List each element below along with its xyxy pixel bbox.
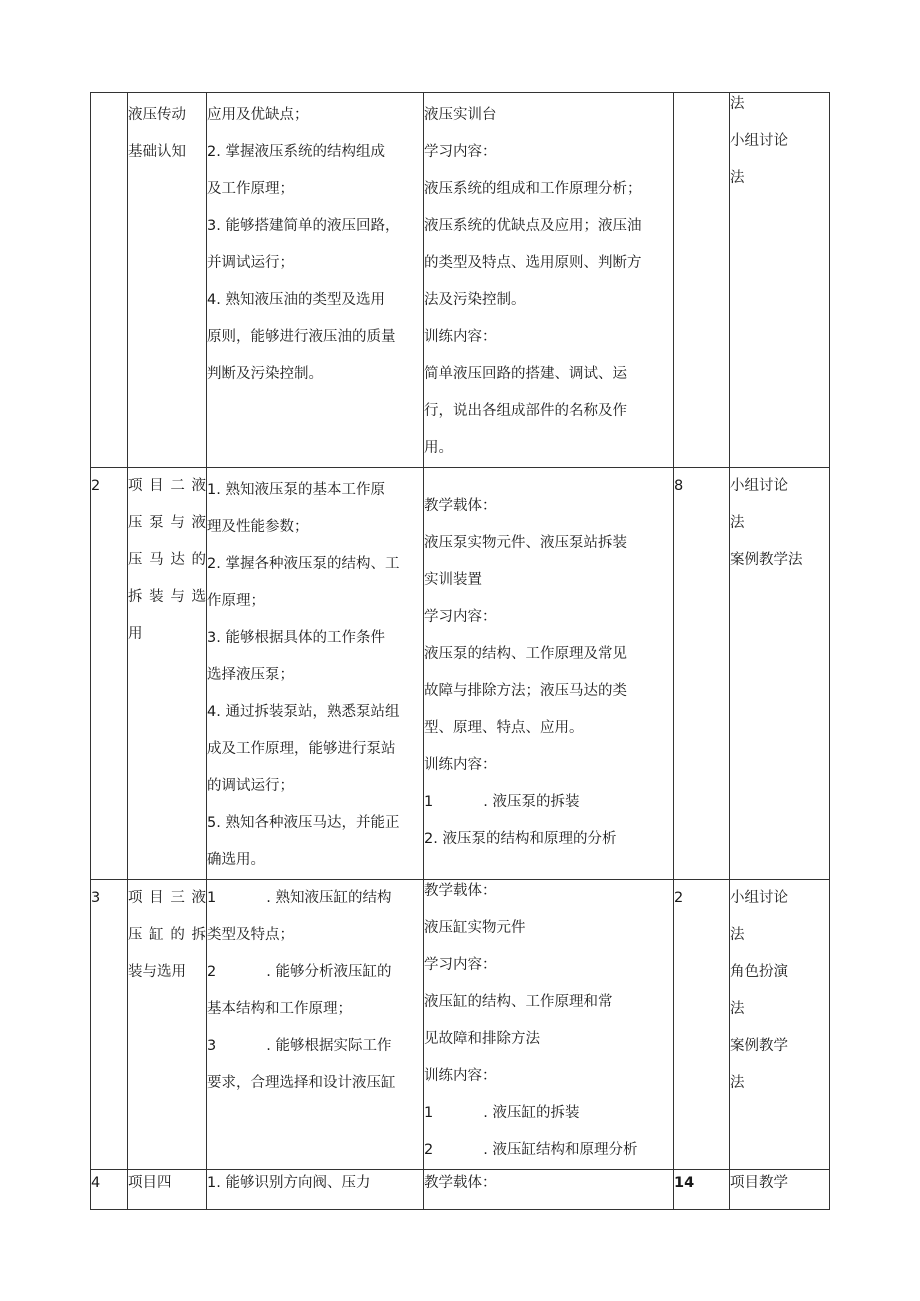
- objectives-cell: 应用及优缺点； 2. 掌握液压系统的结构组成 及工作原理； 3. 能够搭建简单的液压回路， 并调试运行； 4. 熟知液压油的类型及选用 原则，能够进行液压油的质量 判断及污染控制。: [207, 93, 424, 468]
- objectives-cell: 1. 熟知液压泵的基本工作原 理及性能参数； 2. 掌握各种液压泵的结构、工 作原理； 3. 能够根据具体的工作条件 选择液压泵； 4. 通过拆装泵站，熟悉泵站组 成及工作原理，能够进行泵站 的调试运行； 5. 熟知各种液压马达，并能正 确选用。: [207, 468, 424, 880]
- project-name: 项目四: [128, 1170, 207, 1210]
- project-name: 项目二液 压泵与液 压马达的 拆装与选 用: [128, 468, 207, 880]
- content-cell: 教学载体：: [424, 1170, 674, 1210]
- method-cell: 法 小组讨论 法: [730, 93, 830, 468]
- training-item: 1 . 液压泵的拆装: [424, 794, 580, 810]
- objective-item: 1 . 熟知液压缸的结构: [207, 890, 392, 906]
- table-row: [91, 880, 830, 1170]
- objective-item: 3 . 能够根据实际工作: [207, 1038, 392, 1054]
- content-cell: 液压实训台 学习内容： 液压系统的组成和工作原理分析； 液压系统的优缺点及应用；液压油 的类型及特点、选用原则、判断方 法及污染控制。 训练内容： 简单液压回路的搭建、调试、运 行，说出各组成部件的名称及作 用。: [424, 93, 674, 468]
- row-number: 2: [91, 468, 128, 880]
- hours-cell: 8: [674, 468, 730, 880]
- hours-cell: 2: [674, 880, 730, 1170]
- method-cell: 项目教学: [730, 1170, 830, 1210]
- row-number: 3: [91, 880, 128, 1170]
- training-item: 1 . 液压缸的拆装: [424, 1105, 580, 1121]
- course-table: [90, 92, 830, 1210]
- project-name: 项目三液 压缸的拆 装与选用: [128, 880, 207, 1170]
- project-name: 液压传动 基础认知: [128, 93, 207, 468]
- method-cell: 小组讨论 法 角色扮演 法 案例教学 法: [730, 880, 830, 1170]
- method-cell: 小组讨论 法 案例教学法: [730, 468, 830, 880]
- hours-cell: 14: [674, 1170, 730, 1210]
- table-row: [91, 468, 830, 880]
- row-number: 4: [91, 1170, 128, 1210]
- content-cell: 教学载体： 液压泵实物元件、液压泵站拆装 实训装置 学习内容： 液压泵的结构、工作原理及常见 故障与排除方法；液压马达的类 型、原理、特点、应用。 训练内容： 1 . 液压泵的拆装 2. 液压泵的结构和原理的分析: [424, 468, 674, 880]
- table-row: [91, 1170, 830, 1210]
- objective-item: 2 . 能够分析液压缸的: [207, 964, 392, 980]
- training-item: 2 . 液压缸结构和原理分析: [424, 1142, 638, 1158]
- objectives-cell: 1 . 熟知液压缸的结构 类型及特点； 2 . 能够分析液压缸的 基本结构和工作原理； 3 . 能够根据实际工作 要求，合理选择和设计液压缸: [207, 880, 424, 1170]
- hours-cell: [674, 93, 730, 468]
- content-cell: 教学载体： 液压缸实物元件 学习内容： 液压缸的结构、工作原理和常 见故障和排除方法 训练内容： 1 . 液压缸的拆装 2 . 液压缸结构和原理分析: [424, 880, 674, 1170]
- row-number: [91, 93, 128, 468]
- objectives-cell: 1. 能够识别方向阀、压力: [207, 1170, 424, 1210]
- table-row: [91, 93, 830, 468]
